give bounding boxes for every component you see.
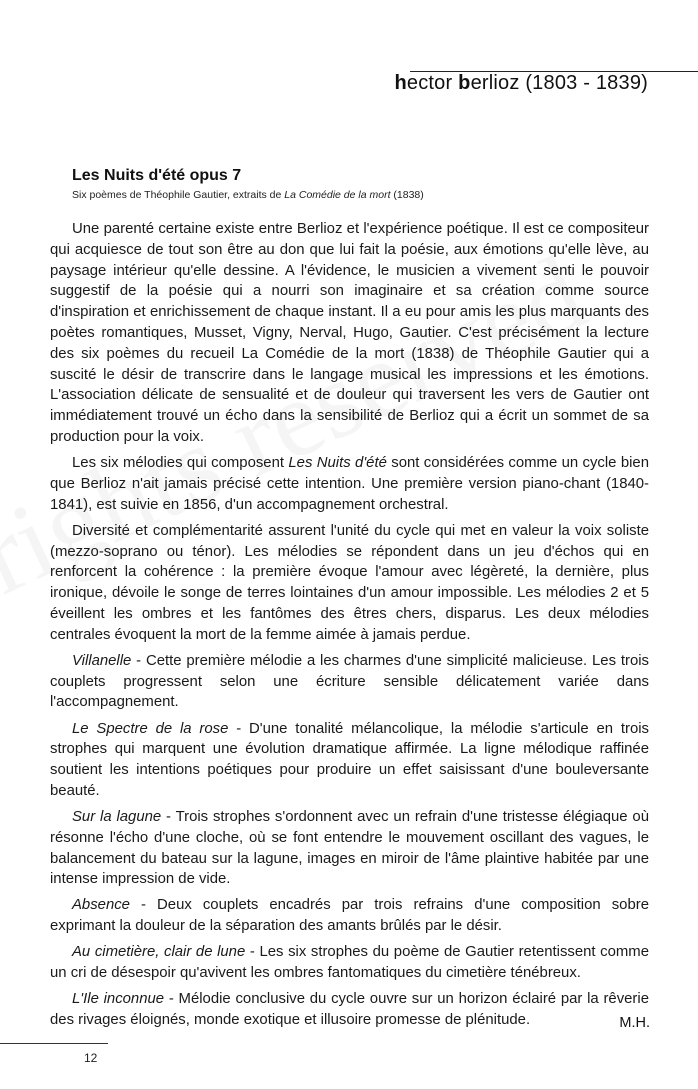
melody-text-villanelle: - Cette première mélodie a les charmes d'une simplicité malicieuse. Les trois couplets progressent selon une écriture sensible délicatement variée dans l'accompagnement. [50,652,649,711]
paragraph-intro: Une parenté certaine existe entre Berlioz et l'expérience poétique. Il est ce compositeur qui acquiesce de tout son être au don que lui fait la poésie, aux émotions qu'elle lève, au paysage intérieur qu'elle dessine. A l'évidence, le musicien a vivement senti le pouvoir suggestif de la poésie qui a nourri son imaginaire et sa création comme source d'inspiration et enrichissement de chaque instant. Il a eu pour amis les plus marquants des poètes romantiques, Musset, Vigny, Nerval, Hugo, Gautier. C'est précisément la lecture des six poèmes du recueil La Comédie de la mort (1838) de Théophile Gautier qui a suscité le désir de transcrire dans le langage musical les impressions et les émotions. L'association délicate de sensualité et de douleur qui traversent les vers de Gautier ont immédiatement trouvé un écho dans la sensibilité de Berlioz qui a écrit un sommet de sa production pour la voix. [50,221,649,445]
author-signature: M.H. [619,1015,650,1031]
header-dates: (1803 - 1839) [519,72,648,94]
page-number: 12 [84,1051,98,1065]
paragraph-cycle [50,453,649,515]
melody-text-lagune: - Trois strophes s'ordonnent avec un refrain d'une tristesse élégiaque où résonne l'écho d'une cloche, où se font entendre le mouvement oscillant des vagues, le balancement du bateau sur la lagune, images en miroir de l'âme plaintive habitée par une intense impression de vide. [50,809,649,888]
paragraph-absence [50,895,649,937]
article-body [50,219,649,1036]
melody-title-spectre: Le Spectre de la rose [72,720,229,737]
melody-text-ile: - Mélodie conclusive du cycle ouvre sur un horizon éclairé par la rêverie des rivages éloignés, monde exotique et illusoire promesse de plénitude. [50,991,649,1029]
paragraph-unity: Diversité et complémentarité assurent l'unité du cycle qui met en valeur la voix soliste (mezzo-soprano ou ténor). Les mélodies se répondent dans un jeu d'échos qui en renforcent la cohérence : la première évoque l'amour avec légèreté, la dernière, plus ironique, dévoile le songe de terres lointaines d'un amour impossible. Les mélodies 2 et 5 éveillent les ombres et les fantômes des êtres chers, disparus. Les deux mélodies centrales évoquent la mort de la femme aimée à jamais perdue. [50,522,649,643]
subtitle-work: La Comédie de la mort [284,189,391,201]
footer-rule [0,1043,108,1044]
melody-title-lagune: Sur la lagune [72,809,162,825]
paragraph-cycle-a: Les six mélodies qui composent [72,455,289,472]
melody-title-ile: L'Ile inconnue [72,991,165,1008]
paragraph-villanelle [50,651,649,713]
paragraph-cimetiere [50,942,649,984]
article-title: Les Nuits d'été opus 7 [72,167,242,184]
paragraph-ile [50,989,649,1031]
header-first-rest: ector [406,72,459,94]
article-subtitle [72,189,424,201]
header-first-initial: h [394,72,407,94]
paragraph-lagune [50,807,649,890]
paragraph-cycle-b: sont considérées comme un cycle bien que Berlioz n'ait jamais précisé cette intention. Une première version piano-chant (1840-1841), est suivie en 1856, d'un accompagnement orchestral. [50,455,649,513]
header-last-initial: b [458,72,471,94]
melody-title-cimetiere: Au cimetière, clair de lune [72,944,246,961]
subtitle-suffix: (1838) [390,189,424,201]
melody-text-absence: - Deux couplets encadrés par trois refrains d'une composition sobre exprimant la douleur de la séparation des amants brûlés par le désir. [50,897,649,935]
melody-text-cimetiere: - Les six strophes du poème de Gautier retentissent comme un cri de désespoir qu'avivent les ombres fantomatiques du cimetière ténébreux. [50,944,649,982]
subtitle-prefix: Six poèmes de Théophile Gautier, extraits de [72,189,285,201]
melody-text-spectre: - D'une tonalité mélancolique, la mélodie s'articule en trois strophes qui marquent une évolution dramatique affirmée. La ligne mélodique raffinée soutient les intentions poétiques pour produire un effet saisissant d'une bouleversante beauté. [50,720,649,799]
melody-title-absence: Absence [72,897,130,914]
paragraph-spectre [50,719,649,802]
melody-title-villanelle: Villanelle [72,652,132,669]
header-last-rest: erlioz [470,72,520,94]
cycle-title: Les Nuits d'été [288,455,387,472]
page-header [394,72,648,95]
